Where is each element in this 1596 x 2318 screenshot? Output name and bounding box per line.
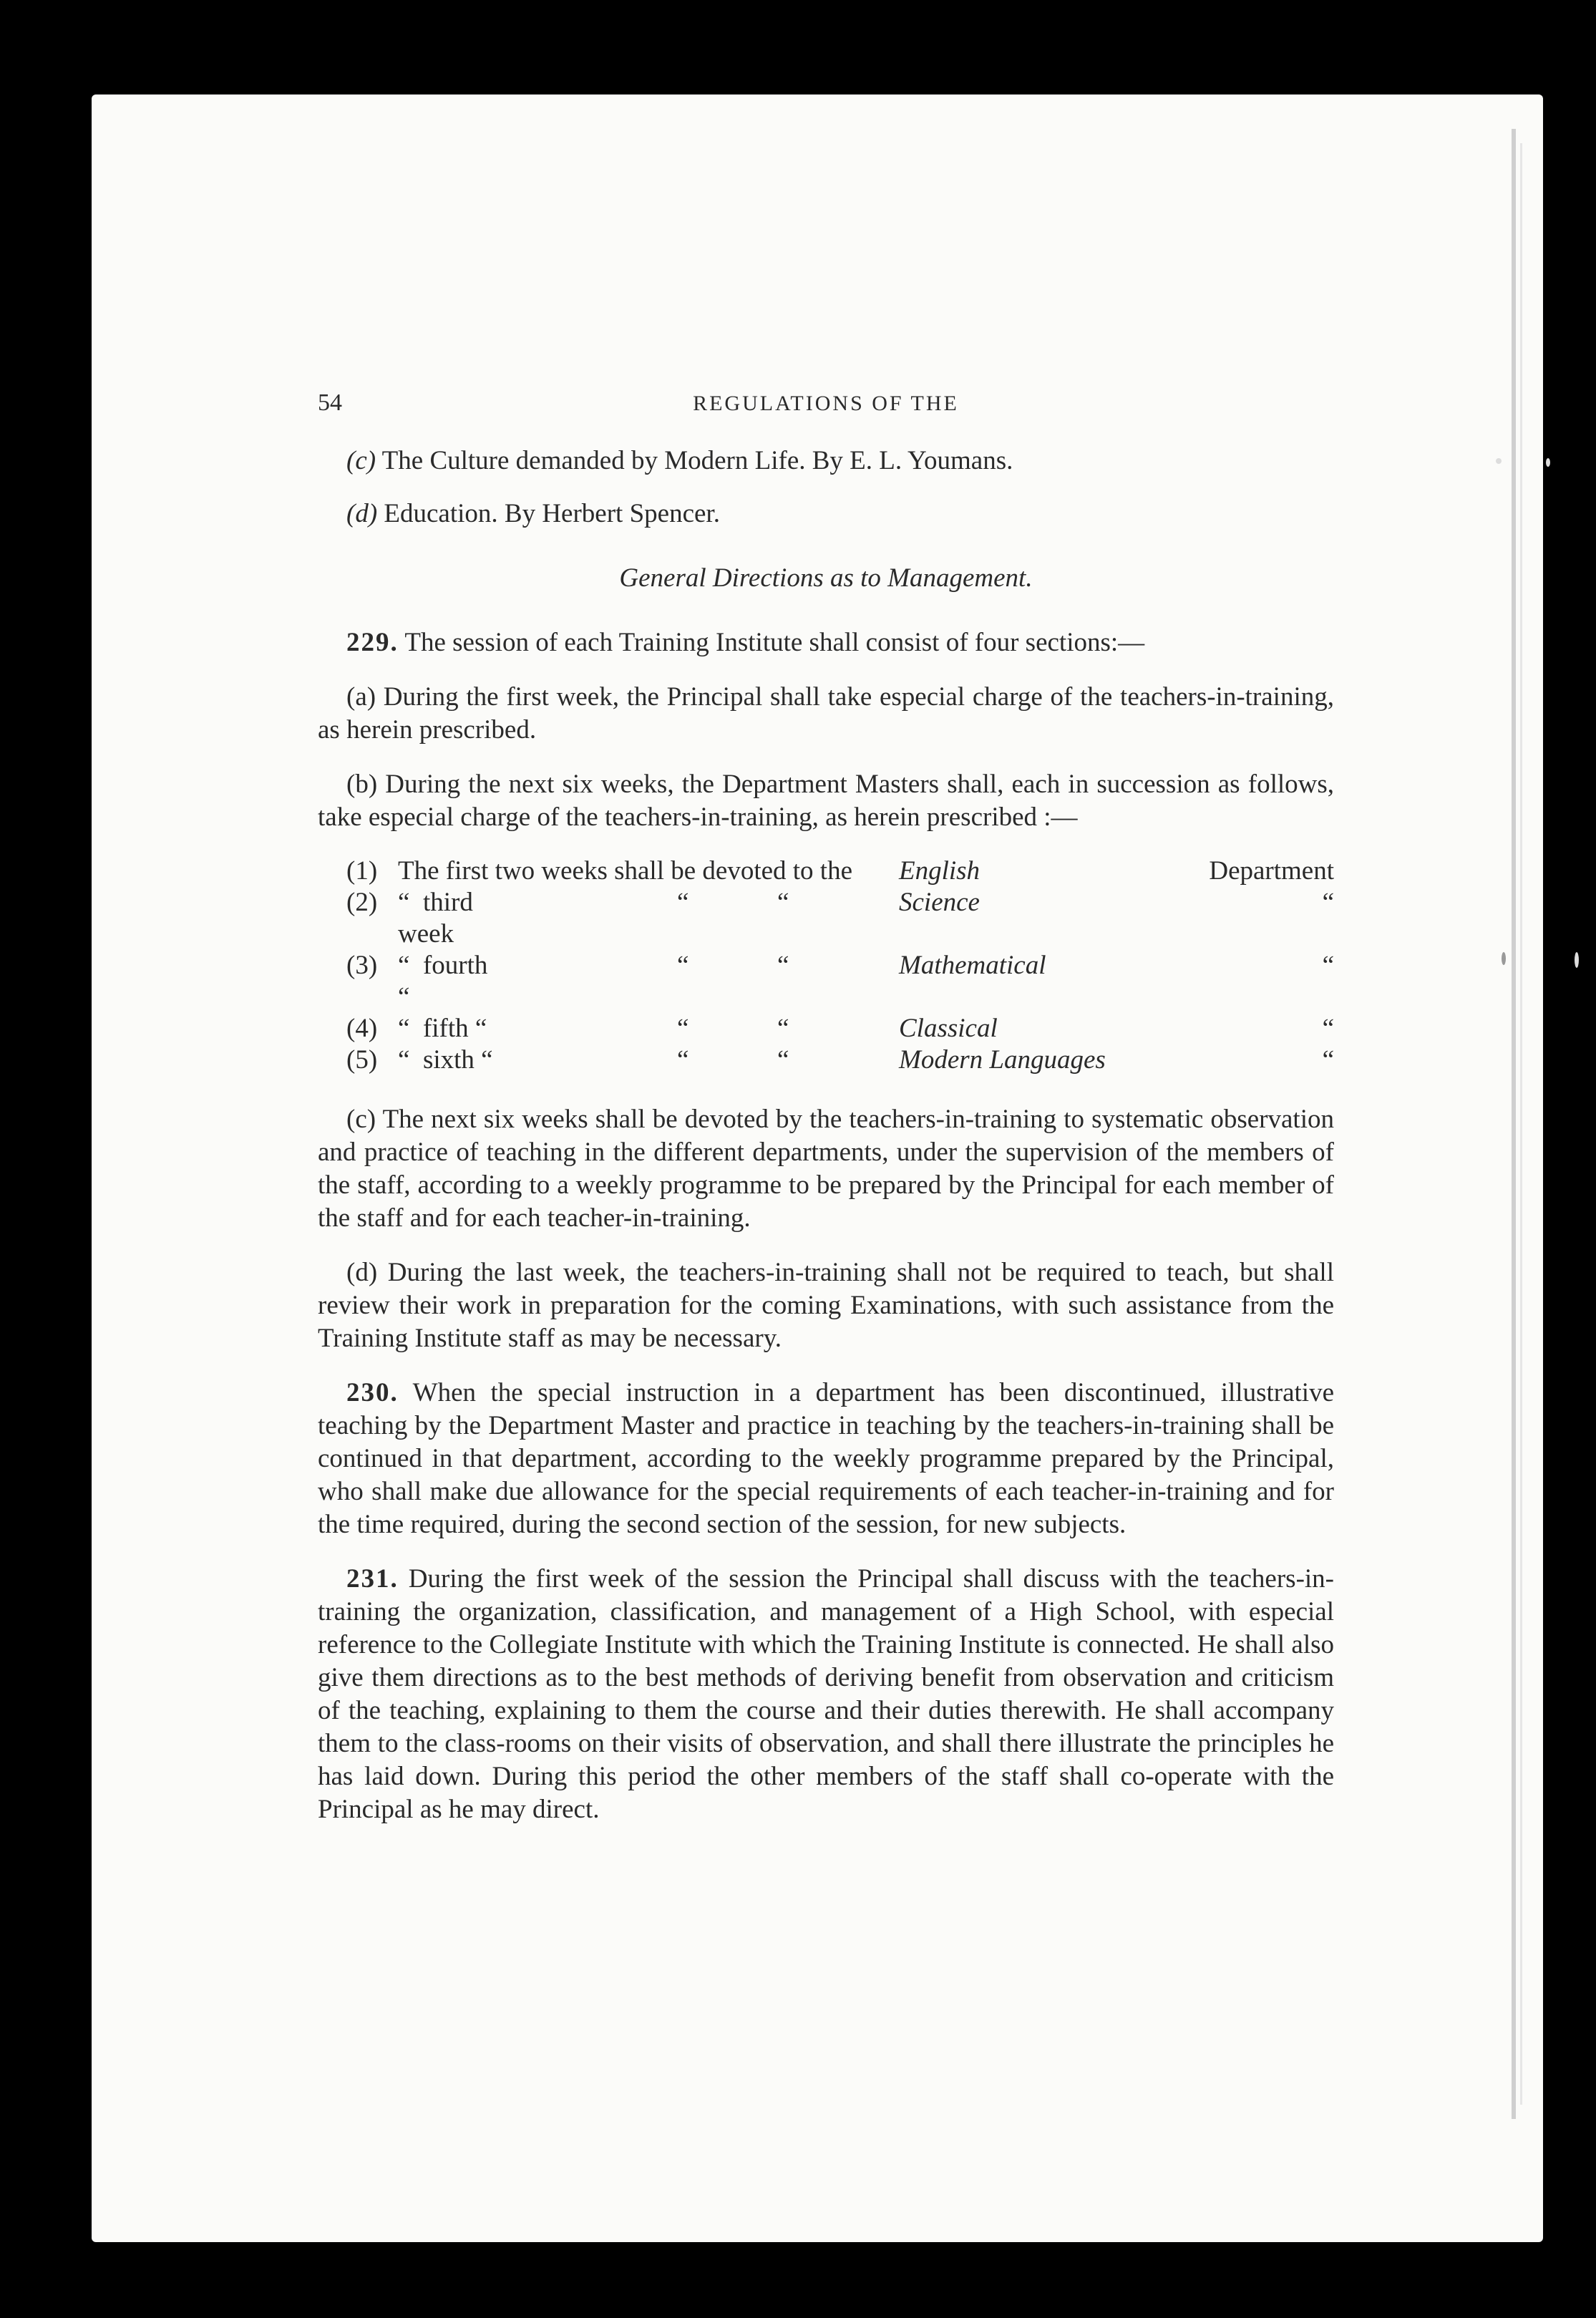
ditto-mark: “	[677, 1045, 689, 1075]
schedule-dept: English	[899, 856, 981, 886]
ditto-mark: “	[777, 1014, 789, 1043]
schedule-dept: Science	[899, 888, 980, 917]
clause-a: (a) During the first week, the Principal shall take especial charge of the teachers-in-training, as herein prescribed.	[318, 682, 1334, 745]
schedule-row	[346, 887, 1334, 950]
schedule-num: (4)	[346, 1014, 378, 1043]
reference-text: The Culture demanded by Modern Life. By E. L. Youmans.	[381, 446, 1013, 475]
section-number: 229.	[346, 628, 399, 657]
scan-speck	[1546, 458, 1550, 467]
schedule-dept: Mathematical	[899, 951, 1046, 980]
section-number: 231.	[346, 1564, 399, 1594]
schedule-tail: “	[1322, 888, 1334, 917]
schedule-week: “ fourth “	[398, 951, 488, 1012]
reference-c	[318, 445, 1334, 477]
schedule-num: (5)	[346, 1045, 378, 1075]
schedule-dept: Modern Languages	[899, 1045, 1106, 1075]
schedule-text: The first two weeks shall be devoted to the	[398, 856, 852, 886]
schedule-tail: “	[1322, 951, 1334, 980]
schedule-row	[346, 1044, 1334, 1076]
schedule-row	[346, 855, 1334, 887]
schedule-week: “ fifth “	[398, 1014, 487, 1043]
schedule-week: “ sixth “	[398, 1045, 493, 1075]
schedule-num: (1)	[346, 856, 378, 886]
schedule-row	[346, 950, 1334, 1013]
clause-c: (c) The next six weeks shall be devoted by the teachers-in-training to systematic observation and practice of teaching in the different departments, under the supervision of the members of the staff, according to a weekly programme to be prepared by the Principal for each member of the staff and for each teacher-in-training.	[318, 1105, 1334, 1233]
schedule-tail: “	[1322, 1014, 1334, 1043]
section-number: 230.	[346, 1378, 399, 1407]
schedule-num: (2)	[346, 888, 378, 917]
section-231	[318, 1563, 1334, 1826]
section-230	[318, 1377, 1334, 1541]
page-number: 54	[318, 389, 342, 416]
ditto-mark: “	[677, 951, 689, 980]
scan-speck	[1496, 458, 1502, 464]
running-head: REGULATIONS OF THE	[693, 392, 959, 415]
ditto-mark: “	[777, 1045, 789, 1075]
ditto-mark: “	[677, 888, 689, 917]
clause-b: (b) During the next six weeks, the Department Masters shall, each in succession as follows, take especial charge of the teachers-in-training, as herein prescribed :—	[318, 770, 1334, 832]
ditto-mark: “	[777, 888, 789, 917]
reference-d	[318, 498, 1334, 530]
scan-speck	[1575, 952, 1579, 968]
page-edge-inner	[1520, 143, 1522, 2105]
section-229-intro	[318, 626, 1334, 659]
schedule-tail: “	[1322, 1045, 1334, 1075]
section-text: The session of each Training Institute shall consist of four sections:—	[404, 628, 1145, 657]
reference-letter: (d)	[346, 499, 378, 528]
schedule-week: “ third week	[398, 888, 473, 949]
ditto-mark: “	[777, 951, 789, 980]
schedule-tail: Department	[1209, 856, 1334, 886]
section-subheading: General Directions as to Management.	[619, 563, 1033, 593]
schedule-num: (3)	[346, 951, 378, 980]
section-text: During the first week of the session the Principal shall discuss with the teachers-in-training the organization, classification, and management of a High School, with especial reference to the Collegiate Institute with which the Training Institute is connected. He shall also give them directions as to the best methods of deriving benefit from observation and criticism of the teaching, explaining to them the course and their duties therewith. He shall accompany them to the class-rooms on their visits of observation, and shall there illustrate the principles he has laid down. During this period the other members of the staff shall co-operate with the Principal as he may direct.	[318, 1564, 1334, 1824]
page-edge	[1512, 129, 1516, 2119]
department-schedule	[346, 855, 1334, 1076]
page-header	[318, 387, 1334, 420]
page-content	[318, 387, 1334, 1848]
scan-speck	[1502, 952, 1506, 965]
ditto-mark: “	[677, 1014, 689, 1043]
schedule-row	[346, 1013, 1334, 1044]
schedule-dept: Classical	[899, 1014, 998, 1043]
section-text: When the special instruction in a department has been discontinued, illustrative teaching by the Department Master and practice in teaching by the teachers-in-training shall be continued in that department, according to the weekly programme prepared by the Principal, who shall make due allowance for the special requirements of each teacher-in-training and for the time required, during the second section of the session, for new subjects.	[318, 1378, 1334, 1539]
reference-letter: (c)	[346, 446, 376, 475]
clause-d: (d) During the last week, the teachers-in-training shall not be required to teach, but shall review their work in preparation for the coming Examinations, with such assistance from the Training Institute staff as may be necessary.	[318, 1258, 1334, 1353]
reference-text: Education. By Herbert Spencer.	[384, 499, 720, 528]
